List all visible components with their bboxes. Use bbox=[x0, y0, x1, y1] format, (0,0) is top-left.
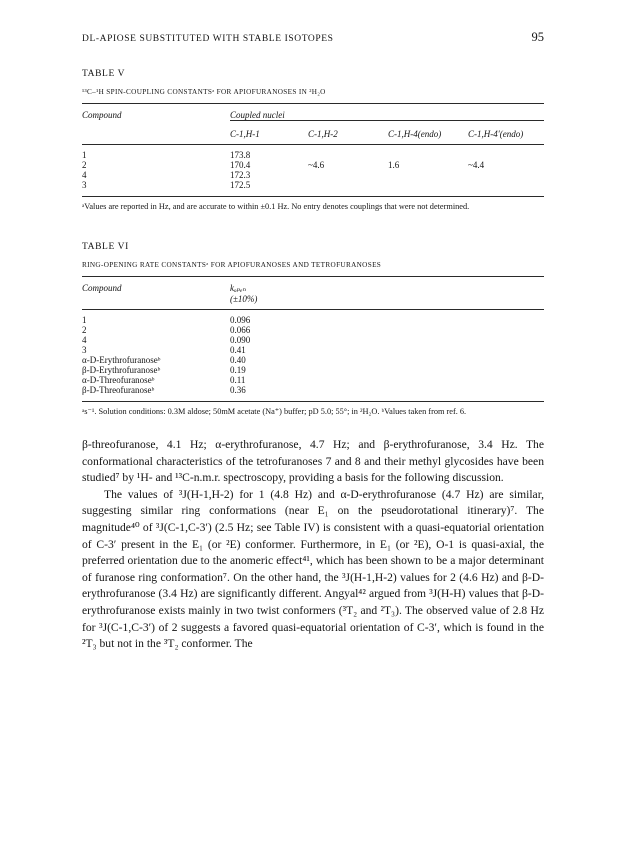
table-vi-cell-k: 0.40 bbox=[230, 355, 246, 365]
table-vi-cell-k: 0.11 bbox=[230, 375, 246, 385]
table-v-cell bbox=[468, 145, 544, 161]
table-v-cell: 172.5 bbox=[230, 180, 251, 190]
table-v-cell-compound: 4 bbox=[82, 170, 87, 180]
table-v-cell-compound: 1 bbox=[82, 150, 87, 160]
table-vi-cell-k: 0.090 bbox=[230, 335, 251, 345]
table-v-cell: 172.3 bbox=[230, 170, 251, 180]
page-number: 95 bbox=[531, 30, 544, 44]
table-v-subcol: C-1,H-4′(endo) bbox=[468, 129, 524, 139]
table-v-cell bbox=[468, 170, 544, 180]
table-v-cell bbox=[468, 180, 544, 197]
table-vi-cell-compound: 4 bbox=[82, 335, 87, 345]
table-vi-caption: RING-OPENING RATE CONSTANTSᵃ FOR APIOFURANOSES AND TETROFURANOSES bbox=[82, 261, 382, 269]
table-v-cell: ~4.4 bbox=[468, 160, 485, 170]
table-v-cell-compound: 3 bbox=[82, 180, 87, 190]
running-title: DL-APIOSE SUBSTITUTED WITH STABLE ISOTOPES bbox=[82, 34, 334, 44]
table-v-cell: 173.8 bbox=[230, 150, 251, 160]
table-vi bbox=[82, 276, 544, 402]
table-vi-cell-k: 0.36 bbox=[230, 385, 246, 395]
table-vi-cell-compound: 3 bbox=[82, 345, 87, 355]
table-v-footnote: ᵃValues are reported in Hz, and are accurate to within ±0.1 Hz. No entry denotes couplings that were not determined. bbox=[82, 202, 470, 211]
table-v-col-coupled: Coupled nuclei bbox=[230, 110, 285, 120]
table-v-caption: ¹³C–¹H SPIN-COUPLING CONSTANTSᵃ FOR APIOFURANOSES IN ²H₂O bbox=[82, 88, 326, 96]
page bbox=[82, 30, 544, 653]
table-v-subcol: C-1,H-4(endo) bbox=[388, 129, 442, 139]
table-v-cell bbox=[388, 170, 468, 180]
table-v-cell bbox=[308, 170, 388, 180]
running-head bbox=[82, 30, 544, 50]
table-v-subcol: C-1,H-2 bbox=[308, 129, 338, 139]
table-v bbox=[82, 103, 544, 197]
table-vi-cell-compound: β-D-Threofuranoseᵇ bbox=[82, 385, 155, 395]
table-vi-label: TABLE VI bbox=[82, 242, 129, 252]
table-vi-cell-k: 0.066 bbox=[230, 325, 251, 335]
table-vi-col-compound: Compound bbox=[82, 283, 122, 293]
table-vi-cell-k: 0.096 bbox=[230, 315, 251, 325]
table-vi-cell-compound: β-D-Erythrofuranoseᵇ bbox=[82, 365, 161, 375]
table-vi-cell-compound: 1 bbox=[82, 315, 87, 325]
table-vi-footnote: ᵃs⁻¹. Solution conditions: 0.3M aldose; 50mM acetate (Na⁺) buffer; pD 5.0; 55°; in ²H₂O. ᵇValues taken from ref. 6. bbox=[82, 407, 467, 416]
table-vi-col-k-unit: (±10%) bbox=[230, 294, 258, 304]
table-v-cell bbox=[388, 145, 468, 161]
table-v-cell bbox=[308, 145, 388, 161]
body-text bbox=[82, 437, 544, 653]
table-vi-col-k: kₒₚₑₙ bbox=[230, 283, 247, 293]
table-vi-cell-k: 0.41 bbox=[230, 345, 246, 355]
table-v-cell: 1.6 bbox=[388, 160, 400, 170]
table-v-cell bbox=[308, 180, 388, 197]
table-vi-cell-compound: α-D-Threofuranoseᵇ bbox=[82, 375, 155, 385]
body-paragraph: The values of ³J(H-1,H-2) for 1 (4.8 Hz) and α-D-erythrofuranose (4.7 Hz) are similar, suggesting similar ring conformations (near E₁ on the pseudorotational itinerary)⁷. The magnitude⁴⁰ of ³J(C-1,C-3′) (2.5 Hz; see Table IV) is consistent with a quasi-equatorial orientation of C-3′ present in the E₁ (or ²E) conformer. Furthermore, in E₁ (or ²E), O-1 is quasi-axial, the preferred orientation due to the anomeric effect⁴¹, which has been shown to be a major determinant of furanose ring conformation⁷. On the other hand, the ³J(H-1,H-2) values for 2 (4.6 Hz) and β-D-erythrofuranose (3.4 Hz) are significantly different. Angyal⁴² argued from ³J(H-H) values that β-D-erythrofuranose exists mainly in two twist conformers (³T₂ and ²T₃). The observed value of 2.8 Hz for ³J(C-1,C-3′) of 2 suggests a favored quasi-equatorial orientation of C-3′, which is found in the ²T₃ but not in the ³T₂ conformer. The bbox=[82, 487, 544, 651]
table-v-subcol: C-1,H-1 bbox=[230, 129, 260, 139]
table-v-cell: 170.4 bbox=[230, 160, 251, 170]
table-v-cell-compound: 2 bbox=[82, 160, 87, 170]
table-vi-cell-compound: 2 bbox=[82, 325, 87, 335]
body-paragraph: β-threofuranose, 4.1 Hz; α-erythrofuranose, 4.7 Hz; and β-erythrofuranose, 3.4 Hz. The conformational characteristics of the tetrofuranoses 7 and 8 and their methyl glycosides have been studied⁷ by ¹H- and ¹³C-n.m.r. spectroscopy, providing a basis for the following discussion. bbox=[82, 438, 544, 485]
table-v-label: TABLE V bbox=[82, 69, 126, 79]
table-v-cell: ~4.6 bbox=[308, 160, 325, 170]
table-vi-cell-compound: α-D-Erythrofuranoseᵇ bbox=[82, 355, 161, 365]
table-v-cell bbox=[388, 180, 468, 197]
table-v-col-compound: Compound bbox=[82, 110, 122, 120]
table-vi-cell-k: 0.19 bbox=[230, 365, 246, 375]
